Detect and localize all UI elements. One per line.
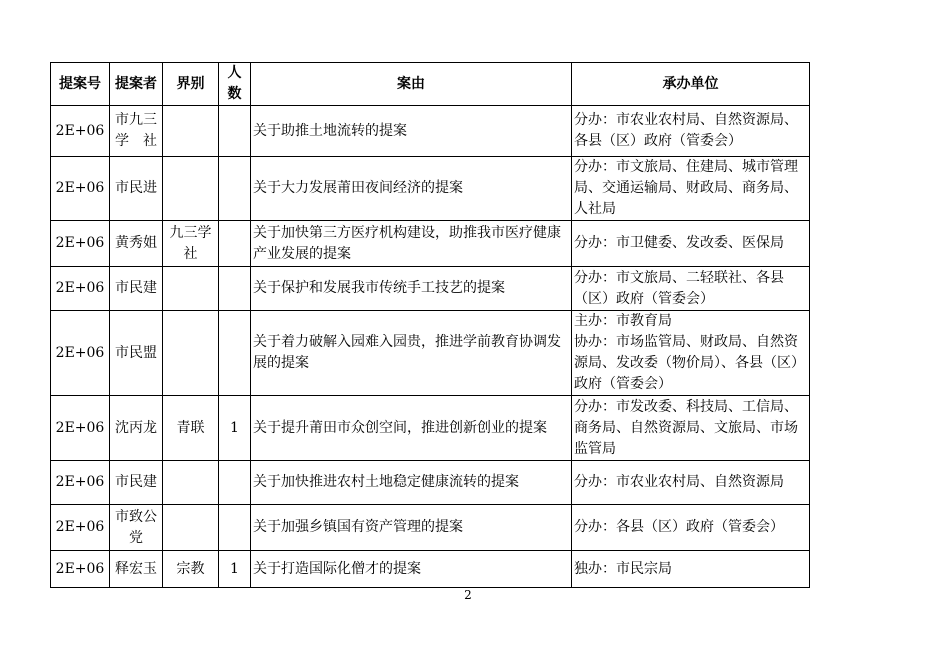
handling-unit: 分办：市农业农村局、自然资源局、各县（区）政府（管委会） <box>572 106 810 157</box>
table-row <box>51 311 810 396</box>
subject: 关于保护和发展我市传统手工技艺的提案 <box>251 267 572 311</box>
header-subject: 案由 <box>251 63 572 106</box>
handling-unit <box>572 311 810 396</box>
proposal-no: 2E+06 <box>51 505 110 551</box>
header-count: 人数 <box>219 63 251 106</box>
count <box>219 267 251 311</box>
proposal-no: 2E+06 <box>51 311 110 396</box>
count <box>219 505 251 551</box>
table-row <box>51 267 810 311</box>
subject: 关于加快推进农村土地稳定健康流转的提案 <box>251 461 572 505</box>
count <box>219 157 251 221</box>
handling-unit: 分办：市文旅局、住建局、城市管理局、交通运输局、财政局、商务局、人社局 <box>572 157 810 221</box>
proposer: 市民盟 <box>110 311 163 396</box>
table-row <box>51 551 810 588</box>
table-row <box>51 221 810 267</box>
page-number: 2 <box>464 588 472 602</box>
table-row <box>51 505 810 551</box>
table-row <box>51 396 810 461</box>
sector <box>163 157 219 221</box>
subject: 关于助推土地流转的提案 <box>251 106 572 157</box>
proposer: 市致公党 <box>110 505 163 551</box>
header-row <box>51 63 810 106</box>
sector <box>163 461 219 505</box>
proposal-no: 2E+06 <box>51 157 110 221</box>
proposer: 释宏玉 <box>110 551 163 588</box>
proposal-no: 2E+06 <box>51 106 110 157</box>
count: 1 <box>219 396 251 461</box>
proposer: 市九三学 社 <box>110 106 163 157</box>
header-sector: 界别 <box>163 63 219 106</box>
proposal-table <box>50 62 810 588</box>
handling-unit: 分办：市农业农村局、自然资源局 <box>572 461 810 505</box>
sector: 九三学社 <box>163 221 219 267</box>
table-row <box>51 157 810 221</box>
handling-unit: 分办：市卫健委、发改委、医保局 <box>572 221 810 267</box>
proposal-no: 2E+06 <box>51 221 110 267</box>
handling-unit-assist: 协办：市场监管局、财政局、自然资源局、发改委（物价局）、各县（区）政府（管委会） <box>574 334 805 392</box>
proposer: 沈丙龙 <box>110 396 163 461</box>
sector <box>163 311 219 396</box>
subject: 关于着力破解入园难入园贵，推进学前教育协调发展的提案 <box>251 311 572 396</box>
handling-unit-main: 主办：市教育局 <box>574 313 672 329</box>
sector <box>163 267 219 311</box>
subject: 关于加快第三方医疗机构建设，助推我市医疗健康产业发展的提案 <box>251 221 572 267</box>
count <box>219 106 251 157</box>
table-row <box>51 461 810 505</box>
count: 1 <box>219 551 251 588</box>
proposer: 市民建 <box>110 267 163 311</box>
header-proposer: 提案者 <box>110 63 163 106</box>
header-handling-unit: 承办单位 <box>572 63 810 106</box>
sector <box>163 505 219 551</box>
header-proposal-no: 提案号 <box>51 63 110 106</box>
handling-unit: 分办：各县（区）政府（管委会） <box>572 505 810 551</box>
proposer: 黄秀姐 <box>110 221 163 267</box>
proposer: 市民进 <box>110 157 163 221</box>
sector: 青联 <box>163 396 219 461</box>
table-row <box>51 106 810 157</box>
count <box>219 461 251 505</box>
proposal-no: 2E+06 <box>51 267 110 311</box>
sector <box>163 106 219 157</box>
subject: 关于打造国际化僧才的提案 <box>251 551 572 588</box>
proposal-no: 2E+06 <box>51 551 110 588</box>
proposal-no: 2E+06 <box>51 461 110 505</box>
count <box>219 311 251 396</box>
count <box>219 221 251 267</box>
proposal-no: 2E+06 <box>51 396 110 461</box>
handling-unit: 分办：市文旅局、二轻联社、各县（区）政府（管委会） <box>572 267 810 311</box>
subject: 关于加强乡镇国有资产管理的提案 <box>251 505 572 551</box>
subject: 关于大力发展莆田夜间经济的提案 <box>251 157 572 221</box>
subject: 关于提升莆田市众创空间，推进创新创业的提案 <box>251 396 572 461</box>
sector: 宗教 <box>163 551 219 588</box>
handling-unit: 独办：市民宗局 <box>572 551 810 588</box>
proposer: 市民建 <box>110 461 163 505</box>
handling-unit: 分办：市发改委、科技局、工信局、商务局、自然资源局、文旅局、市场监管局 <box>572 396 810 461</box>
